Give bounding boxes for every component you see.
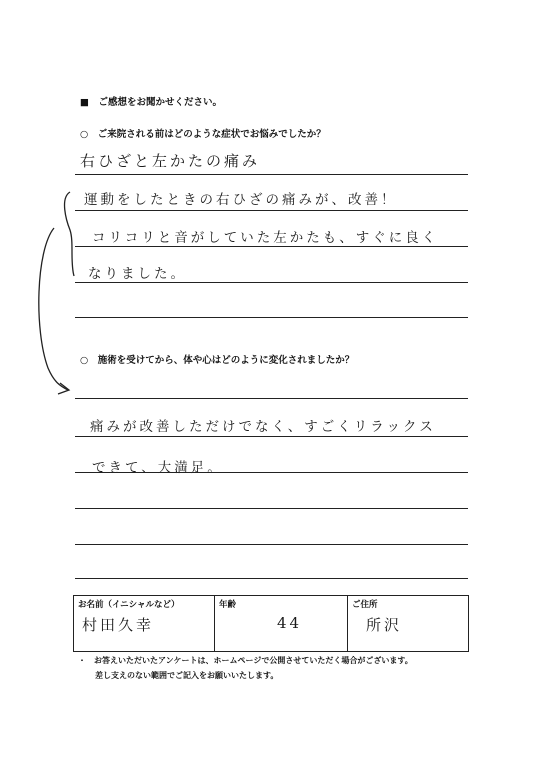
question-2: ○ 施術を受けてから、体や心はどのように変化されましたか？ bbox=[80, 355, 355, 366]
answer-1-rule bbox=[75, 282, 468, 283]
question-1: ○ ご来院される前はどのような症状でお悩みでしたか？ bbox=[80, 129, 326, 140]
answer-2-rule bbox=[75, 544, 468, 545]
answer-1-line-3: コリコリと音がしていた左かたも、すぐに良く bbox=[92, 230, 439, 246]
name-label: お名前（イニシャルなど） bbox=[78, 600, 180, 610]
answer-2-rule bbox=[75, 398, 468, 399]
answer-2-rule bbox=[75, 578, 468, 579]
age-value: 44 bbox=[277, 614, 303, 632]
answer-1-rule bbox=[75, 246, 468, 247]
name-value: 村田久幸 bbox=[82, 616, 155, 634]
age-label: 年齢 bbox=[219, 600, 237, 610]
address-label: ご住所 bbox=[352, 600, 378, 610]
answer-2-line-2: できて、大満足。 bbox=[92, 460, 224, 476]
note-line-1: ・ お答えいただいたアンケートは、ホームページで公開させていただく場合がございます。 bbox=[78, 656, 413, 665]
address-cell bbox=[348, 596, 469, 652]
respondent-info-table bbox=[73, 595, 469, 652]
section-heading: ■ ご感想をお聞かせください。 bbox=[80, 97, 222, 108]
answer-1-rule bbox=[75, 210, 468, 211]
answer-1-line-2: 運動をしたときの右ひざの痛みが、改善！ bbox=[84, 192, 398, 208]
address-value: 所沢 bbox=[366, 616, 403, 634]
answer-1-rule bbox=[75, 174, 468, 175]
answer-1-line-4: なりました。 bbox=[88, 266, 187, 282]
age-cell bbox=[215, 596, 348, 652]
answer-1-line-1: 右ひざと左かたの痛み bbox=[80, 152, 261, 170]
answer-2-rule bbox=[75, 508, 468, 509]
answer-2-rule bbox=[75, 436, 468, 437]
answer-2-line-1: 痛みが改善しただけでなく、すごくリラックス bbox=[90, 419, 436, 435]
note-line-2: 差し支えのない範囲でご記入をお願いいたします。 bbox=[95, 671, 279, 680]
hand-drawn-arrow-icon bbox=[30, 180, 90, 400]
answer-1-rule bbox=[75, 317, 468, 318]
name-cell bbox=[74, 596, 215, 652]
answer-2-rule bbox=[75, 472, 468, 473]
